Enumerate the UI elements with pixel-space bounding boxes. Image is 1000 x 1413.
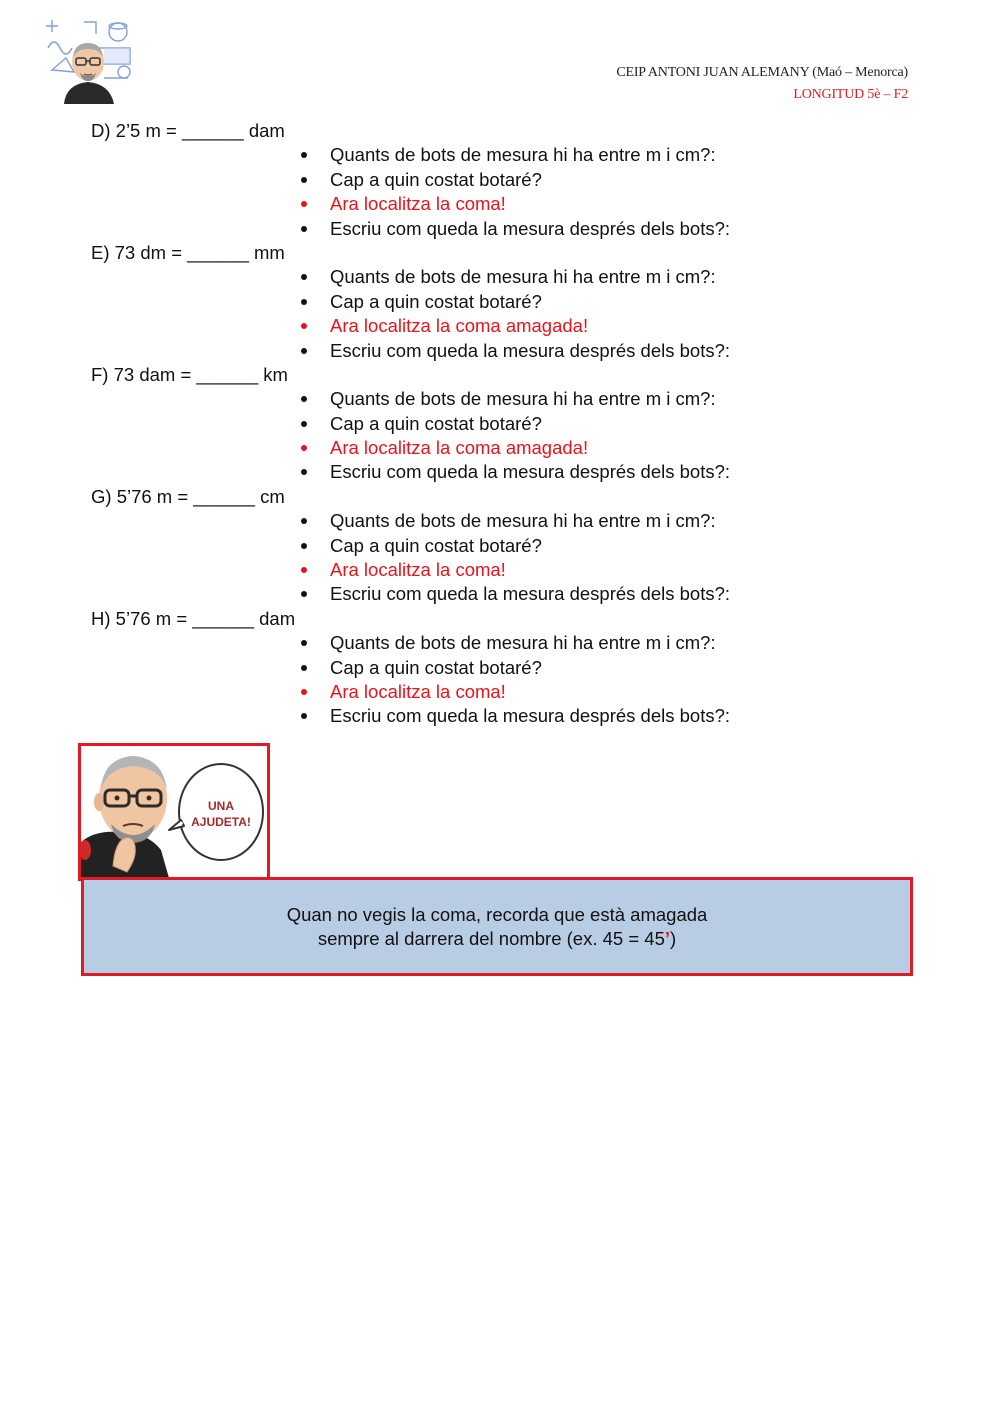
step-item: [91, 631, 891, 655]
school-name: CEIP ANTONI JUAN ALEMANY (Maó – Menorca): [616, 65, 908, 80]
step-item-highlight: [91, 192, 891, 216]
step-item: [91, 143, 891, 167]
page-header: [616, 62, 908, 106]
helper-illustration: [78, 743, 270, 881]
step-text: Escriu com queda la mesura després dels bots?:: [330, 583, 731, 605]
exercise-title: H) 5’76 m = ______ dam: [91, 607, 296, 629]
exercise-steps: [91, 631, 891, 729]
worksheet-subtitle: LONGITUD 5è – F2: [793, 87, 908, 102]
exercise-block: [91, 485, 891, 607]
exercise-block: [91, 363, 891, 485]
step-text: Ara localitza la coma!: [330, 559, 506, 581]
exercise-steps: [91, 509, 891, 607]
thinking-teacher-icon: [81, 746, 267, 878]
bullet-icon: [301, 640, 307, 646]
step-text: Ara localitza la coma amagada!: [330, 315, 589, 337]
step-text: Escriu com queda la mesura després dels bots?:: [330, 217, 731, 239]
step-text: Quants de bots de mesura hi ha entre m i cm?:: [330, 266, 716, 288]
step-item: [91, 534, 891, 558]
tip-line-1: Quan no vegis la coma, recorda que està amagada: [286, 903, 708, 925]
bullet-icon: [301, 323, 307, 329]
step-item: [91, 509, 891, 533]
tip-line-2: [318, 927, 676, 951]
bullet-icon: [301, 518, 307, 524]
tip-line-2-text: sempre al darrera del nombre (ex. 45 = 45: [317, 927, 665, 949]
bullet-icon: [301, 299, 307, 305]
step-text: Cap a quin costat botaré?: [330, 656, 542, 678]
bullet-icon: [301, 469, 307, 475]
bullet-icon: [301, 567, 307, 573]
bullet-icon: [301, 421, 307, 427]
tip-apostrophe: ’: [664, 927, 671, 949]
bullet-icon: [301, 445, 307, 451]
step-text: Quants de bots de mesura hi ha entre m i cm?:: [330, 388, 716, 410]
bullet-icon: [301, 226, 307, 232]
exercise-steps: [91, 143, 891, 241]
school-logo: [44, 18, 136, 104]
step-item-highlight: [91, 436, 891, 460]
step-text: Ara localitza la coma amagada!: [330, 437, 589, 459]
step-text: Ara localitza la coma!: [330, 680, 506, 702]
step-item: [91, 217, 891, 241]
step-text: Escriu com queda la mesura després dels bots?:: [330, 339, 731, 361]
step-item: [91, 582, 891, 606]
step-item-highlight: [91, 314, 891, 338]
exercise-list: [91, 119, 891, 729]
step-item: [91, 168, 891, 192]
exercise-block: [91, 607, 891, 729]
step-text: Escriu com queda la mesura després dels bots?:: [330, 705, 731, 727]
speech-line-2: AJUDETA!: [191, 815, 251, 829]
step-item: [91, 339, 891, 363]
exercise-title: F) 73 dam = ______ km: [91, 363, 288, 385]
exercise-steps: [91, 265, 891, 363]
exercise-title: D) 2’5 m = ______ dam: [91, 120, 285, 141]
step-text: Escriu com queda la mesura després dels bots?:: [330, 461, 731, 483]
step-text: Cap a quin costat botaré?: [330, 290, 542, 312]
speech-line-1: UNA: [208, 799, 234, 813]
step-item: [91, 460, 891, 484]
step-text: Quants de bots de mesura hi ha entre m i cm?:: [330, 632, 716, 654]
step-item: [91, 290, 891, 314]
bullet-icon: [301, 665, 307, 671]
step-text: Quants de bots de mesura hi ha entre m i cm?:: [330, 510, 716, 532]
step-text: Cap a quin costat botaré?: [330, 168, 542, 190]
bullet-icon: [301, 152, 307, 158]
step-text: Cap a quin costat botaré?: [330, 412, 542, 434]
bullet-icon: [301, 689, 307, 695]
teacher-avatar-logo-icon: [44, 18, 136, 104]
tip-box: [81, 877, 913, 976]
bullet-icon: [301, 396, 307, 402]
bullet-icon: [301, 201, 307, 207]
bullet-icon: [301, 274, 307, 280]
step-item: [91, 265, 891, 289]
step-item: [91, 704, 891, 728]
step-item: [91, 412, 891, 436]
step-item-highlight: [91, 680, 891, 704]
exercise-title: E) 73 dm = ______ mm: [91, 241, 285, 263]
step-item: [91, 387, 891, 411]
exercise-block: [91, 241, 891, 363]
tip-line-2-end: ): [670, 927, 677, 949]
bullet-icon: [301, 177, 307, 183]
exercise-block: [91, 119, 891, 241]
step-text: Cap a quin costat botaré?: [330, 534, 542, 556]
exercise-title: G) 5’76 m = ______ cm: [91, 485, 285, 507]
step-item: [91, 656, 891, 680]
step-item-highlight: [91, 558, 891, 582]
step-text: Ara localitza la coma!: [330, 193, 506, 215]
step-text: Quants de bots de mesura hi ha entre m i cm?:: [330, 144, 716, 166]
bullet-icon: [301, 591, 307, 597]
exercise-steps: [91, 387, 891, 485]
bullet-icon: [301, 713, 307, 719]
bullet-icon: [301, 543, 307, 549]
bullet-icon: [301, 348, 307, 354]
